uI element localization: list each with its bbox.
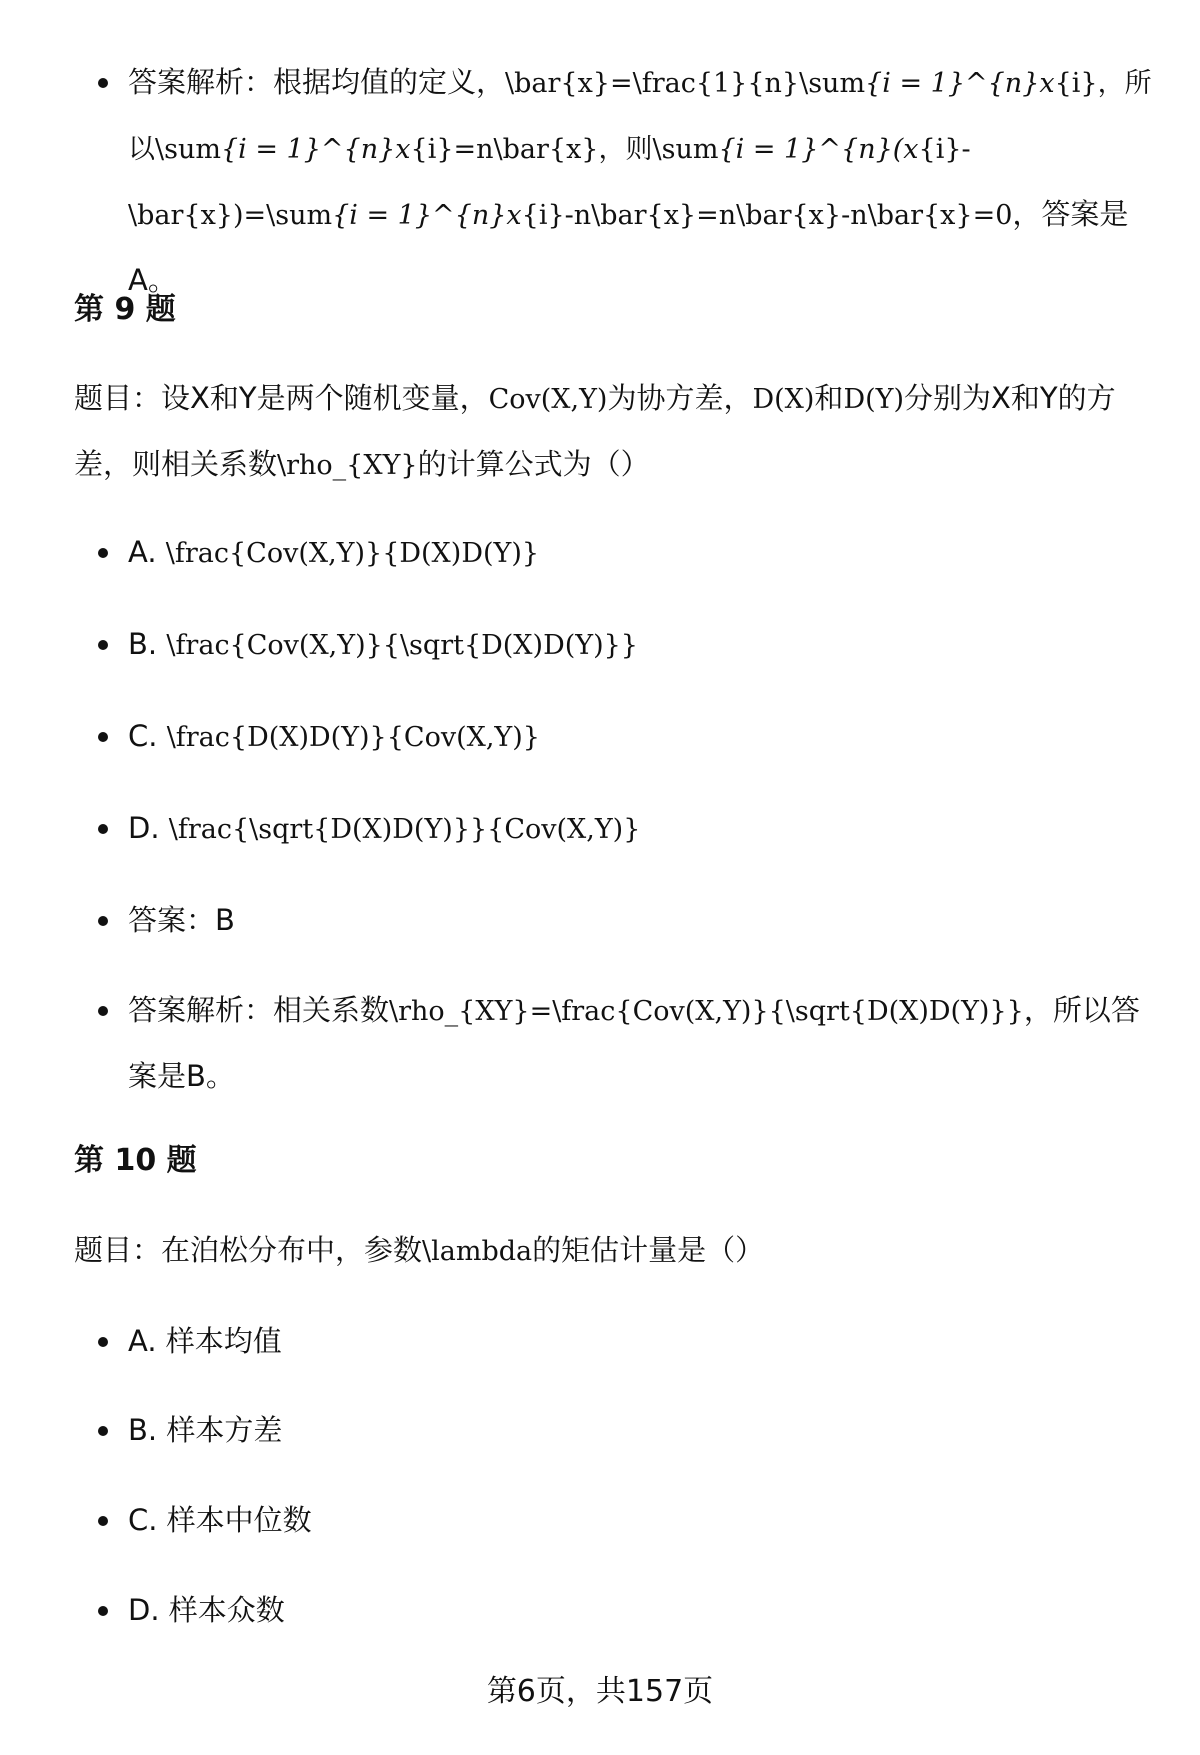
q8-analysis-math-3: {i}，所以\sum	[128, 68, 1152, 165]
q9-question-text-4: 分别为X和Y的方差，则相关系数	[74, 381, 1116, 481]
q9-analysis-math: \rho_{XY}=\frac{Cov(X,Y)}{\sqrt{D(X)D(Y)}}	[389, 996, 1024, 1027]
q8-analysis-label: 答案解析：根据均值的定义，	[128, 65, 506, 99]
q10-question-math: \lambda	[422, 1236, 533, 1267]
q9-option-c-label: C.	[128, 719, 167, 753]
q8-analysis-math-9: {i}-n\bar{x}=n\bar{x}-n\bar{x}=0	[521, 200, 1013, 231]
q8-analysis-math-1: \bar{x}=\frac{1}{n}\sum	[505, 68, 866, 99]
q9-option-c-math: \frac{D(X)D(Y)}{Cov(X,Y)}	[166, 722, 540, 753]
q8-analysis-math-4: {i = 1}^{n}x	[220, 134, 411, 165]
q9-question-text-1: 题目：设X和Y是两个随机变量，	[74, 381, 489, 415]
q9-question-math-3: D(Y)	[843, 384, 904, 415]
q9-question-text-2: 为协方差，	[607, 381, 753, 415]
q10-heading: 第 10 题	[74, 1143, 197, 1178]
q9-option-a-label: A.	[128, 535, 166, 569]
q10-option-d: D. 样本众数	[128, 1578, 1153, 1642]
q9-question-math-4: \rho_{XY}	[277, 450, 418, 481]
q10-option-a: A. 样本均值	[128, 1309, 1153, 1373]
q8-analysis	[128, 50, 1153, 312]
q9-question-text-5: 的计算公式为（）	[417, 447, 650, 481]
q9-option-b-math: \frac{Cov(X,Y)}{\sqrt{D(X)D(Y)}}	[166, 630, 638, 661]
q9-answer: 答案：B	[128, 888, 1153, 952]
q8-analysis-math-8: {i = 1}^{n}x	[332, 200, 522, 231]
q9-analysis-text-1: 答案解析：相关系数	[128, 993, 390, 1027]
q9-option-b	[128, 612, 1153, 678]
q9-question-text-3: 和	[814, 381, 844, 415]
q9-analysis	[128, 978, 1153, 1108]
q9-option-d	[128, 796, 1153, 862]
q9-option-b-label: B.	[128, 627, 167, 661]
q9-option-a-math: \frac{Cov(X,Y)}{D(X)D(Y)}	[165, 538, 540, 569]
q8-analysis-math-6: {i = 1}^{n}(x	[718, 134, 919, 165]
q9-heading: 第 9 题	[74, 292, 176, 327]
q9-question-math-1: Cov(X,Y)	[488, 384, 608, 415]
q9-option-d-math: \frac{\sqrt{D(X)D(Y)}}{Cov(X,Y)}	[168, 814, 641, 845]
q9-question-math-2: D(X)	[752, 384, 815, 415]
q10-question-text-1: 题目：在泊松分布中，参数	[74, 1233, 423, 1267]
q9-analysis-text-2: ，所以答案是B。	[128, 993, 1140, 1093]
q10-question-text-2: 的矩估计量是（）	[532, 1233, 765, 1267]
q9-question	[74, 366, 1149, 498]
q8-analysis-math-7: {i}-\bar{x})=\sum	[128, 134, 971, 231]
page-number-footer: 第6页，共157页	[486, 1674, 714, 1709]
q10-option-c: C. 样本中位数	[128, 1488, 1153, 1552]
q9-option-d-label: D.	[128, 811, 169, 845]
q9-option-a	[128, 520, 1153, 586]
q8-analysis-tail: ，答案是A。	[128, 197, 1129, 297]
q9-option-c	[128, 704, 1153, 770]
q8-analysis-math-5: {i}=n\bar{x}，则\sum	[410, 134, 719, 165]
q10-question	[74, 1218, 1149, 1284]
q8-analysis-math-2: {i = 1}^{n}x	[865, 68, 1055, 99]
q10-option-b: B. 样本方差	[128, 1398, 1153, 1462]
